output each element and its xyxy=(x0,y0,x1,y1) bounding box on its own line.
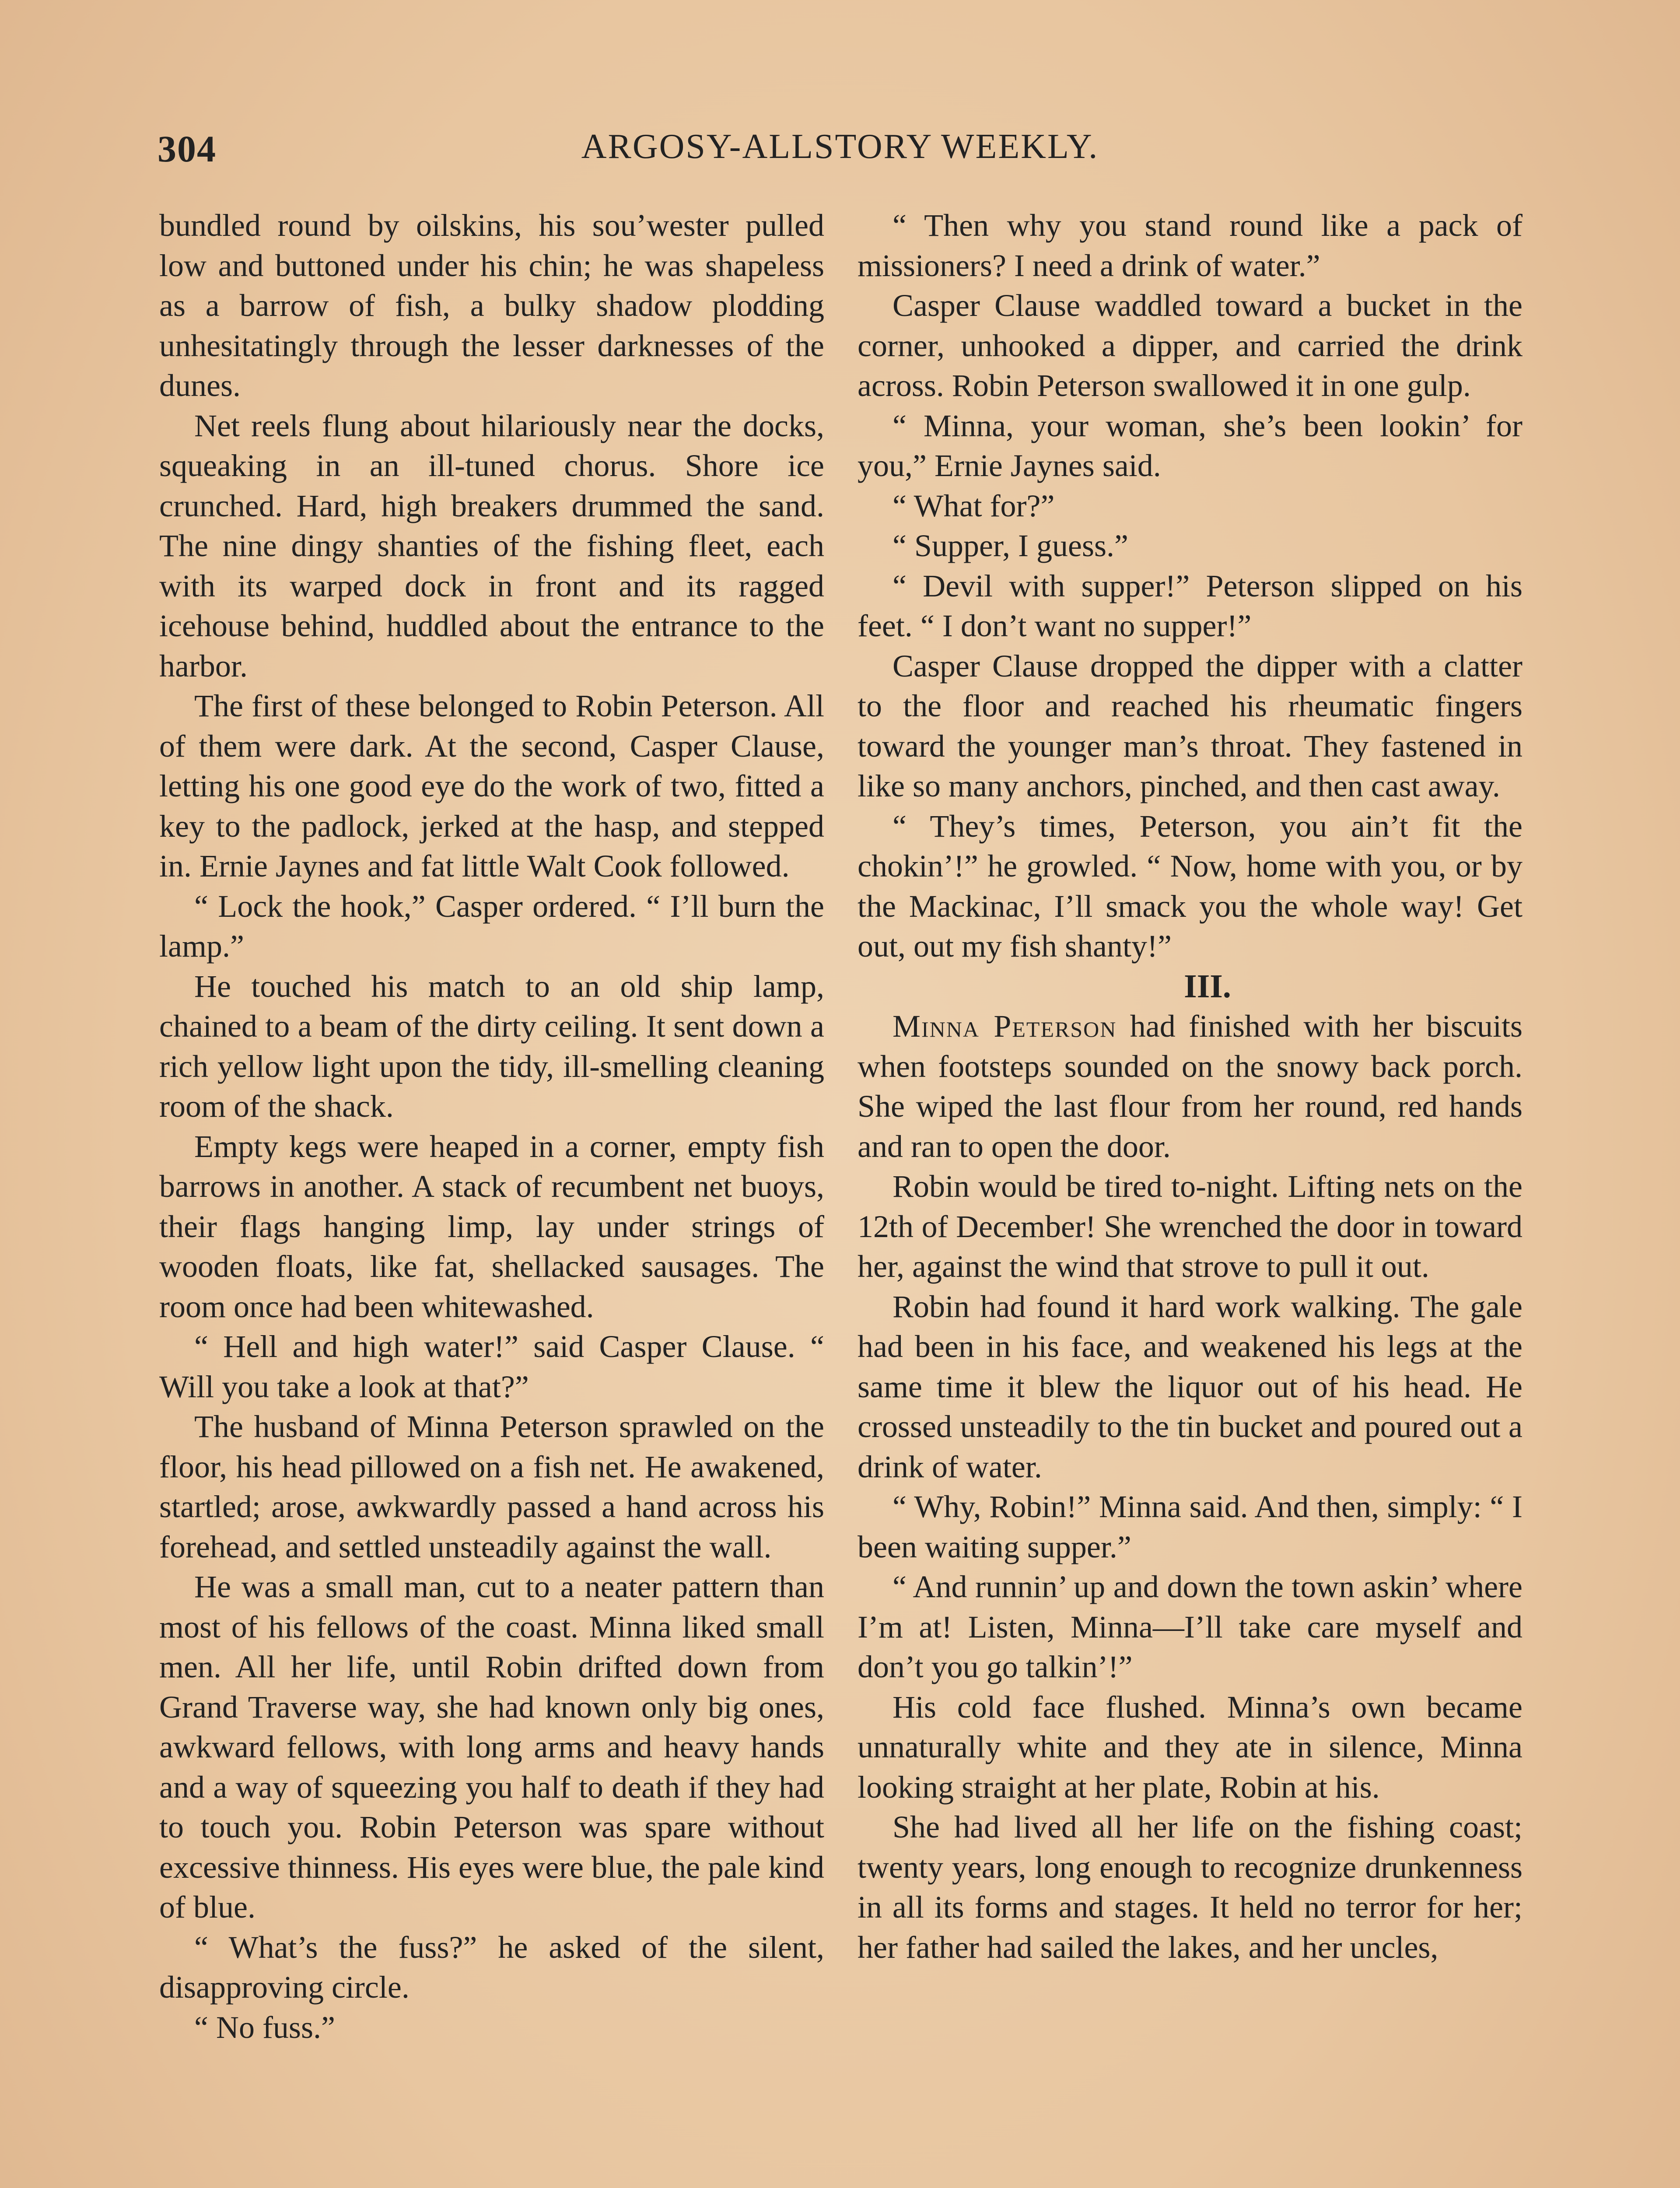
paragraph: “ They’s times, Peterson, you ain’t fit the chokin’!” he growled. “ Now, home with you, or by the Mackinac, I’ll smack you the whole way! Get out, out my fish shanty!” xyxy=(858,808,1522,964)
paragraph: The husband of Minna Peterson sprawled on the floor, his head pillowed on a fish net. He awakened, startled; arose, awkwardly passed a hand across his forehead, and settled unsteadily against the wall. xyxy=(159,1409,824,1564)
paragraph: Casper Clause dropped the dipper with a clatter to the floor and reached his rheumatic fingers toward the younger man’s throat. They fastened in like so many anchors, pinched, and then cast away. xyxy=(858,648,1522,803)
paragraph: She had lived all her life on the fishing coast; twenty years, long enough to recognize drunkenness in all its forms and stages. It held no terror for her; her father had sailed the lakes, and her uncles, xyxy=(858,1809,1522,1965)
paragraph: The first of these belonged to Robin Peterson. All of them were dark. At the second, Casper Clause, letting his one good eye do the work of two, fitted a key to the padlock, jerked at the hasp, and stepped in. Ernie Jaynes and fat little Walt Cook followed. xyxy=(159,688,824,884)
paragraph: “ Hell and high water!” said Casper Clause. “ Will you take a look at that?” xyxy=(159,1329,824,1404)
paragraph: “ Devil with supper!” Peterson slipped on his feet. “ I don’t want no supper!” xyxy=(858,568,1522,643)
page-header xyxy=(158,127,1522,179)
section-heading: III. xyxy=(1184,968,1231,1005)
paragraph: He was a small man, cut to a neater pattern than most of his fellows of the coast. Minna liked small men. All her life, until Robin drifted down from Grand Traverse way, she had known only big ones, awkward fellows, with long arms and heavy hands and a way of squeezing you half to death if they had to touch you. Robin Peterson was spare without excessive thinness. His eyes were blue, the pale kind of blue. xyxy=(159,1569,824,1925)
paragraph: Robin would be tired to-night. Lifting nets on the 12th of December! She wrenched the door in toward her, against the wind that strove to pull it out. xyxy=(858,1169,1522,1284)
paragraph: “ Minna, your woman, she’s been lookin’ for you,” Ernie Jaynes said. xyxy=(858,408,1522,483)
paragraph: bundled round by oilskins, his sou’wester pulled low and buttoned under his chin; he was shapeless as a barrow of fish, a bulky shadow plodding unhesitatingly through the lesser darknesses of the dunes. xyxy=(159,208,824,403)
paragraph: Net reels flung about hilariously near the docks, squeaking in an ill-tuned chorus. Shore ice crunched. Hard, high breakers drummed the sand. The nine dingy shanties of the fishing fleet, each with its warped dock in front and its ragged icehouse behind, huddled about the entrance to the harbor. xyxy=(159,408,824,684)
paragraph: “ What for?” xyxy=(892,488,1055,523)
right-column xyxy=(858,206,1522,1967)
paragraph: “ Then why you stand round like a pack of missioners? I need a drink of water.” xyxy=(858,208,1522,283)
paragraph xyxy=(858,1006,1522,1167)
paragraph: “ Supper, I guess.” xyxy=(892,528,1128,563)
paragraph: “ What’s the fuss?” he asked of the silent, disapproving circle. xyxy=(159,1929,824,2005)
page-number: 304 xyxy=(158,128,217,170)
paragraph: “ Lock the hook,” Casper ordered. “ I’ll burn the lamp.” xyxy=(159,888,824,964)
paragraph: He touched his match to an old ship lamp, chained to a beam of the dirty ceiling. It sent down a rich yellow light upon the tidy, ill-smelling cleaning room of the shack. xyxy=(159,968,824,1124)
paragraph: Casper Clause waddled toward a bucket in the corner, unhooked a dipper, and carried the drink across. Robin Peterson swallowed it in one gulp. xyxy=(858,288,1522,403)
paragraph: His cold face flushed. Minna’s own became unnaturally white and they ate in silence, Minna looking straight at her plate, Robin at his. xyxy=(858,1689,1522,1805)
running-title: ARGOSY-ALLSTORY WEEKLY. xyxy=(581,127,1099,166)
paragraph-text: had finished with her biscuits when footsteps sounded on the snowy back porch. She wiped the last flour from her round, red hands and ran to open the door. xyxy=(858,1009,1522,1164)
paragraph: “ And runnin’ up and down the town askin’ where I’m at! Listen, Minna—I’ll take care myself and don’t you go talkin’!” xyxy=(858,1569,1522,1684)
paragraph: Empty kegs were heaped in a corner, empty fish barrows in another. A stack of recumbent net buoys, their flags hanging limp, lay under strings of wooden floats, like fat, shellacked sausages. The room once had been whitewashed. xyxy=(159,1129,824,1324)
paragraph: Robin had found it hard work walking. The gale had been in his face, and weakened his legs at the same time it blew the liquor out of his head. He crossed unsteadily to the tin bucket and poured out a drink of water. xyxy=(858,1289,1522,1484)
paragraph: “ Why, Robin!” Minna said. And then, simply: “ I been waiting supper.” xyxy=(858,1489,1522,1564)
paragraph: “ No fuss.” xyxy=(194,2009,335,2045)
opening-words: Minna Peterson xyxy=(892,1009,1117,1044)
left-column xyxy=(159,206,824,2048)
